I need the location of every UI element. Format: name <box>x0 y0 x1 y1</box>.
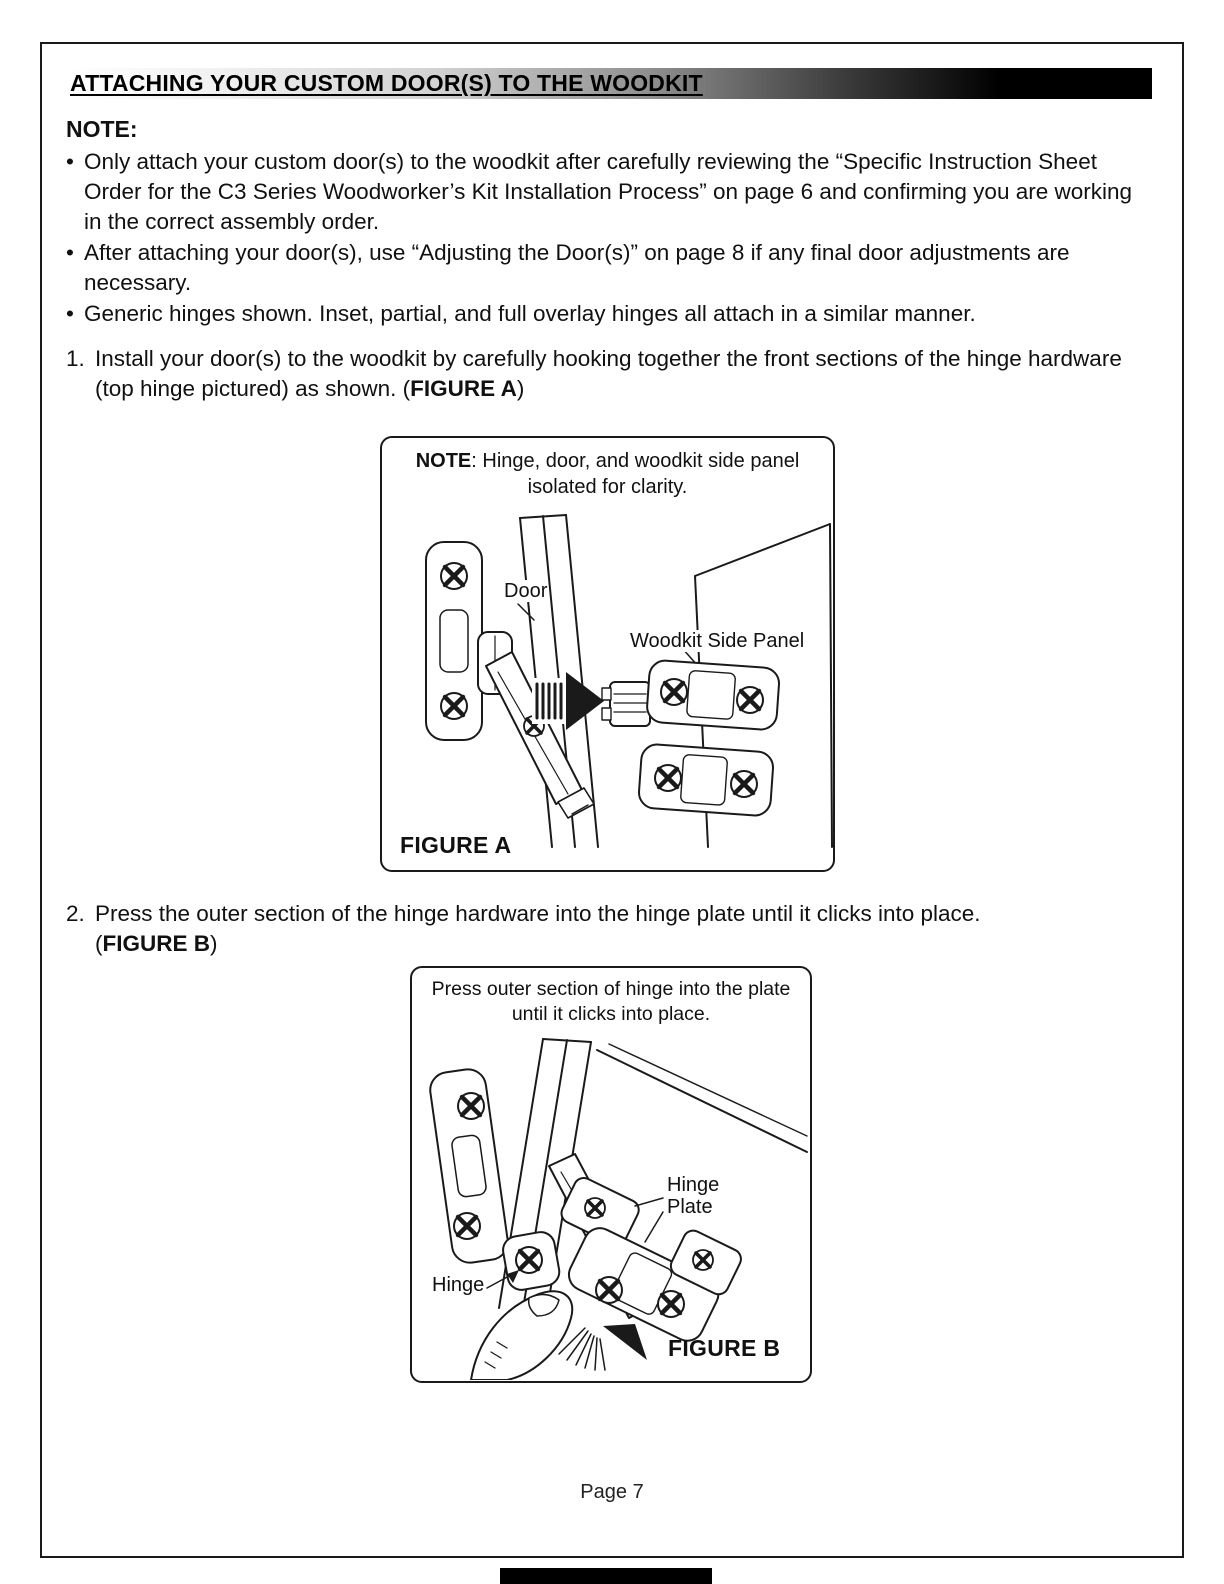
step-text-open: ( <box>95 930 103 956</box>
bullet-marker: • <box>66 239 74 265</box>
bullet-text: Generic hinges shown. Inset, partial, and full overlay hinges all attach in a similar manner. <box>84 300 976 326</box>
step-text-close: ) <box>516 375 525 401</box>
section-header-bar <box>66 68 1152 99</box>
step-number: 1. <box>66 346 85 371</box>
step-text-body: Press the outer section of the hinge hardware into the hinge plate until it clicks into place. <box>95 901 981 926</box>
note-heading: NOTE: <box>66 116 138 142</box>
screw-icon <box>655 765 681 791</box>
screw-icon <box>596 1277 622 1303</box>
bullet-marker: • <box>66 300 74 326</box>
step-text <box>95 899 1154 959</box>
screw-icon <box>661 679 687 705</box>
figure-a-note-label: NOTE <box>415 450 472 472</box>
screw-icon <box>737 687 763 713</box>
press-direction-arrow-icon <box>603 1324 647 1360</box>
screw-icon <box>458 1093 484 1119</box>
step-2 <box>66 899 1154 959</box>
step-text <box>95 344 1154 404</box>
bullet-marker: • <box>66 149 74 174</box>
screw-icon <box>585 1198 605 1218</box>
figure-a <box>380 436 835 872</box>
screw-icon <box>516 1247 542 1273</box>
figure-b-note: Press outer section of hinge into the plate until it clicks into place. <box>431 978 791 1026</box>
figure-a-caption: FIGURE A <box>400 832 512 858</box>
step-number: 2. <box>66 901 85 926</box>
screw-icon <box>693 1250 713 1270</box>
bullet-text: Only attach your custom door(s) to the woodkit after carefully reviewing the “Specific Instruction Sheet Order for the C3 Series Woodworker’s Kit Installation Process” on page 6 and confirming you are working in the correct assembly order. <box>84 149 1133 234</box>
figure-a-note <box>382 438 833 500</box>
page-number: Page 7 <box>580 1481 644 1503</box>
door-label: Door <box>504 580 548 602</box>
step-1 <box>66 344 1154 404</box>
hinge-plate-label: Hinge Plate <box>667 1174 729 1219</box>
screw-icon <box>658 1291 684 1317</box>
hinge-label: Hinge <box>432 1274 485 1296</box>
note-section <box>66 116 1152 330</box>
figure-a-reference: FIGURE A <box>410 375 517 401</box>
figure-b <box>410 966 812 1383</box>
page-border <box>40 42 1184 1558</box>
bullet-item <box>66 299 1152 329</box>
bullet-item <box>66 147 1152 237</box>
figure-a-note-text: : Hinge, door, and woodkit side panel isolated for clarity. <box>471 450 800 498</box>
bullet-text: After attaching your door(s), use “Adjusting the Door(s)” on page 8 if any final door adjustments are necessary. <box>84 239 1070 295</box>
step-text-body: Install your door(s) to the woodkit by carefully hooking together the front sections of the hinge hardware (top hinge pictured) as shown. ( <box>95 346 1122 401</box>
bullet-item <box>66 238 1152 298</box>
screw-icon <box>731 771 757 797</box>
hinge-attachment-diagram <box>382 514 833 848</box>
hinge-press-diagram <box>412 1036 810 1380</box>
page-title: ATTACHING YOUR CUSTOM DOOR(S) TO THE WOODKIT <box>70 70 703 96</box>
woodkit-side-panel-label: Woodkit Side Panel <box>630 630 805 652</box>
figure-b-caption: FIGURE B <box>668 1335 781 1361</box>
screw-icon <box>454 1213 480 1239</box>
binder-tab-mark <box>500 1568 712 1584</box>
figure-b-reference: FIGURE B <box>102 930 211 956</box>
step-text-close: ) <box>210 930 218 956</box>
screw-icon <box>441 693 467 719</box>
screw-icon <box>441 563 467 589</box>
